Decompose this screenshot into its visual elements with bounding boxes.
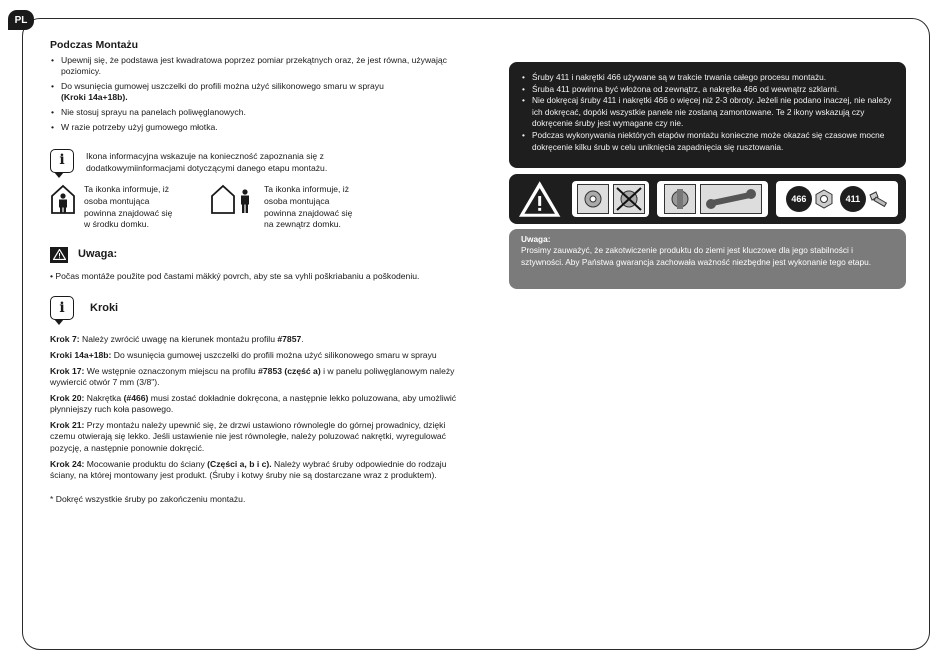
wrench-icon [700,184,762,214]
step-label: Krok 21: [50,419,85,430]
house-inside [50,184,210,230]
bolt-crossed-icon [613,184,645,214]
step-label: Krok 17: [50,365,85,376]
step-item [50,350,470,362]
step-bold: #7853 (część a) [258,365,321,376]
warning-note-text: Počas montáže použite pod častami mäkký povrch, aby ste sa vyhli poškriabaniu a poškodeniu. [55,270,420,281]
step-tail: Należy wybrać śruby odpowiednie do rodzaju ściany, na której montowany jest produkt. (Śruby i kotwy śruby nie są dostarczane wraz z produktem). [50,458,447,481]
step-label: Krok 7: [50,334,80,345]
screw-info-item: • Śruby 411 i nakrętki 466 używane są w trakcie trwania całego procesu montażu. [532,72,896,84]
step-label: Krok 20: [50,392,85,403]
step-item [50,366,470,389]
wrench-card [657,181,767,217]
info-icon: i [50,149,74,173]
steps-title: Kroki [90,301,119,314]
icon-strip [509,174,906,224]
nut-icon [814,189,834,209]
step-bold: (#466) [123,392,149,403]
steps-list [50,334,470,482]
anchoring-note-title: Uwaga: [521,234,551,244]
house-inside-icon [50,184,76,214]
step-item [50,334,470,346]
warning-icon [50,247,68,263]
step-text: Przy montażu należy upewnić się, że drzwi ustawiono równolegle do górnej prowadnicy, dzięki czemu otwierają się lekko. Jeśli ustawienie nie jest równoległe, należy poluzować nakrętki, wyregulować pozycję, a następnie ponownie dokręcić. [50,419,446,454]
step-item [50,459,470,482]
footnote: * Dokręć wszystkie śruby po zakończeniu montażu. [50,493,246,504]
bullet-item [61,81,470,104]
house-outside [210,184,370,230]
steps-heading [50,296,470,320]
step-tail: musi zostać dokładnie dokręcona, a następnie lekko poluzowana, aby umożliwić płynniejszy ruch koła pasowego. [50,392,457,415]
screw-info-item: • Nie dokręcaj śruby 411 i nakrętki 466 o więcej niż 2-3 obroty. Jeżeli nie podano inaczej, nie należy ich dokręcać, dopóki wszystkie panele nie zostaną zamontowane. Te 2 ikony wskazują czy dokręcenie śruby jest wymagane czy nie. [532,95,896,130]
house-outside-text: Ta ikonka informuje, iż osoba montująca powinna znajdować się na zewnątrz domku. [264,184,353,230]
screw-info-item: • Podczas wykonywania niektórych etapów montażu konieczne może okazać się czasowe mocne dokręcenie kilku śrub w celu uniknięcia zapadnięcia się rusztowania. [532,130,896,153]
bolt-loose-icon [577,184,609,214]
language-badge: PL [8,10,34,30]
assembly-bullets [50,55,470,134]
screw-info-box [509,62,906,168]
house-outside-icon [210,184,256,214]
part-466-badge: 466 [786,186,812,212]
house-inside-text: Ta ikonka informuje, iż osoba montująca powinna znajdować się w środku domku. [84,184,173,230]
step-item [50,393,470,416]
screw-info-bullets [521,72,896,153]
left-column [50,40,470,505]
bolt-closeup-icon [664,184,696,214]
step-text: Do wsunięcia gumowej uszczelki do profili można użyć silikonowego smaru w sprayu [111,349,437,360]
info-icon: i [50,296,74,320]
bullet-bold: (Kroki 14a+18b). [61,92,128,103]
bullet-text: Do wsunięcia gumowej uszczelki do profili można użyć silikonowego smaru w sprayu [61,80,384,91]
bullet-item: • Nie stosuj sprayu na panelach poliwęglanowych. [61,107,470,119]
step-text: Należy zwrócić uwagę na kierunek montażu profilu [79,334,278,345]
section-title: Podczas Montażu [50,39,139,51]
step-label: Kroki 14a+18b: [50,349,112,360]
bullet-item: • W razie potrzeby użyj gumowego młotka. [61,122,470,134]
anchoring-note-box [509,229,906,289]
bolt-icon [868,189,890,209]
part-411-badge: 411 [840,186,866,212]
tighten-icons-card [572,181,649,217]
step-item [50,420,470,455]
info-text: Ikona informacyjna wskazuje na konieczność zapoznania się z dodatkowymiinformacjami dotyczącymi danego etapu montażu. [86,151,328,173]
step-tail: . [301,334,304,345]
step-text: Mocowanie produktu do ściany [84,458,208,469]
step-bold: #7857 [277,334,302,345]
screw-info-item: • Śruba 411 powinna być włożona od zewnątrz, a nakrętka 466 od wewnątrz szklarni. [532,84,896,96]
anchoring-note-text: Prosimy zauważyć, że zakotwiczenie produktu do ziemi jest kluczowe dla jego stabilności i sztywności. Aby Państwa gwarancja zachowała ważność niezbędne jest wykonanie tego etapu. [521,245,872,267]
house-legend [50,184,470,230]
warning-note: • Počas montáže použite pod častami mäkký povrch, aby ste sa vyhli poškriabaniu a poškodeniu. [50,270,420,281]
info-legend [50,149,470,174]
warning-title: Uwaga: [78,247,118,260]
step-bold: (Części a, b i c). [207,458,272,469]
step-label: Krok 24: [50,458,85,469]
step-text: We wstępnie oznaczonym miejscu na profilu [84,365,259,376]
step-tail: i w panelu poliwęglanowym należy wywiercić otwór 7 mm (3/8"). [50,365,455,388]
parts-card [776,181,898,217]
bullet-item: • Upewnij się, że podstawa jest kwadratowa poprzez pomiar przekątnych oraz, że jest równa, używając poziomicy. [61,55,470,78]
warning-heading [50,247,470,263]
warning-triangle-icon [517,179,562,219]
step-text: Nakrętka [84,392,124,403]
